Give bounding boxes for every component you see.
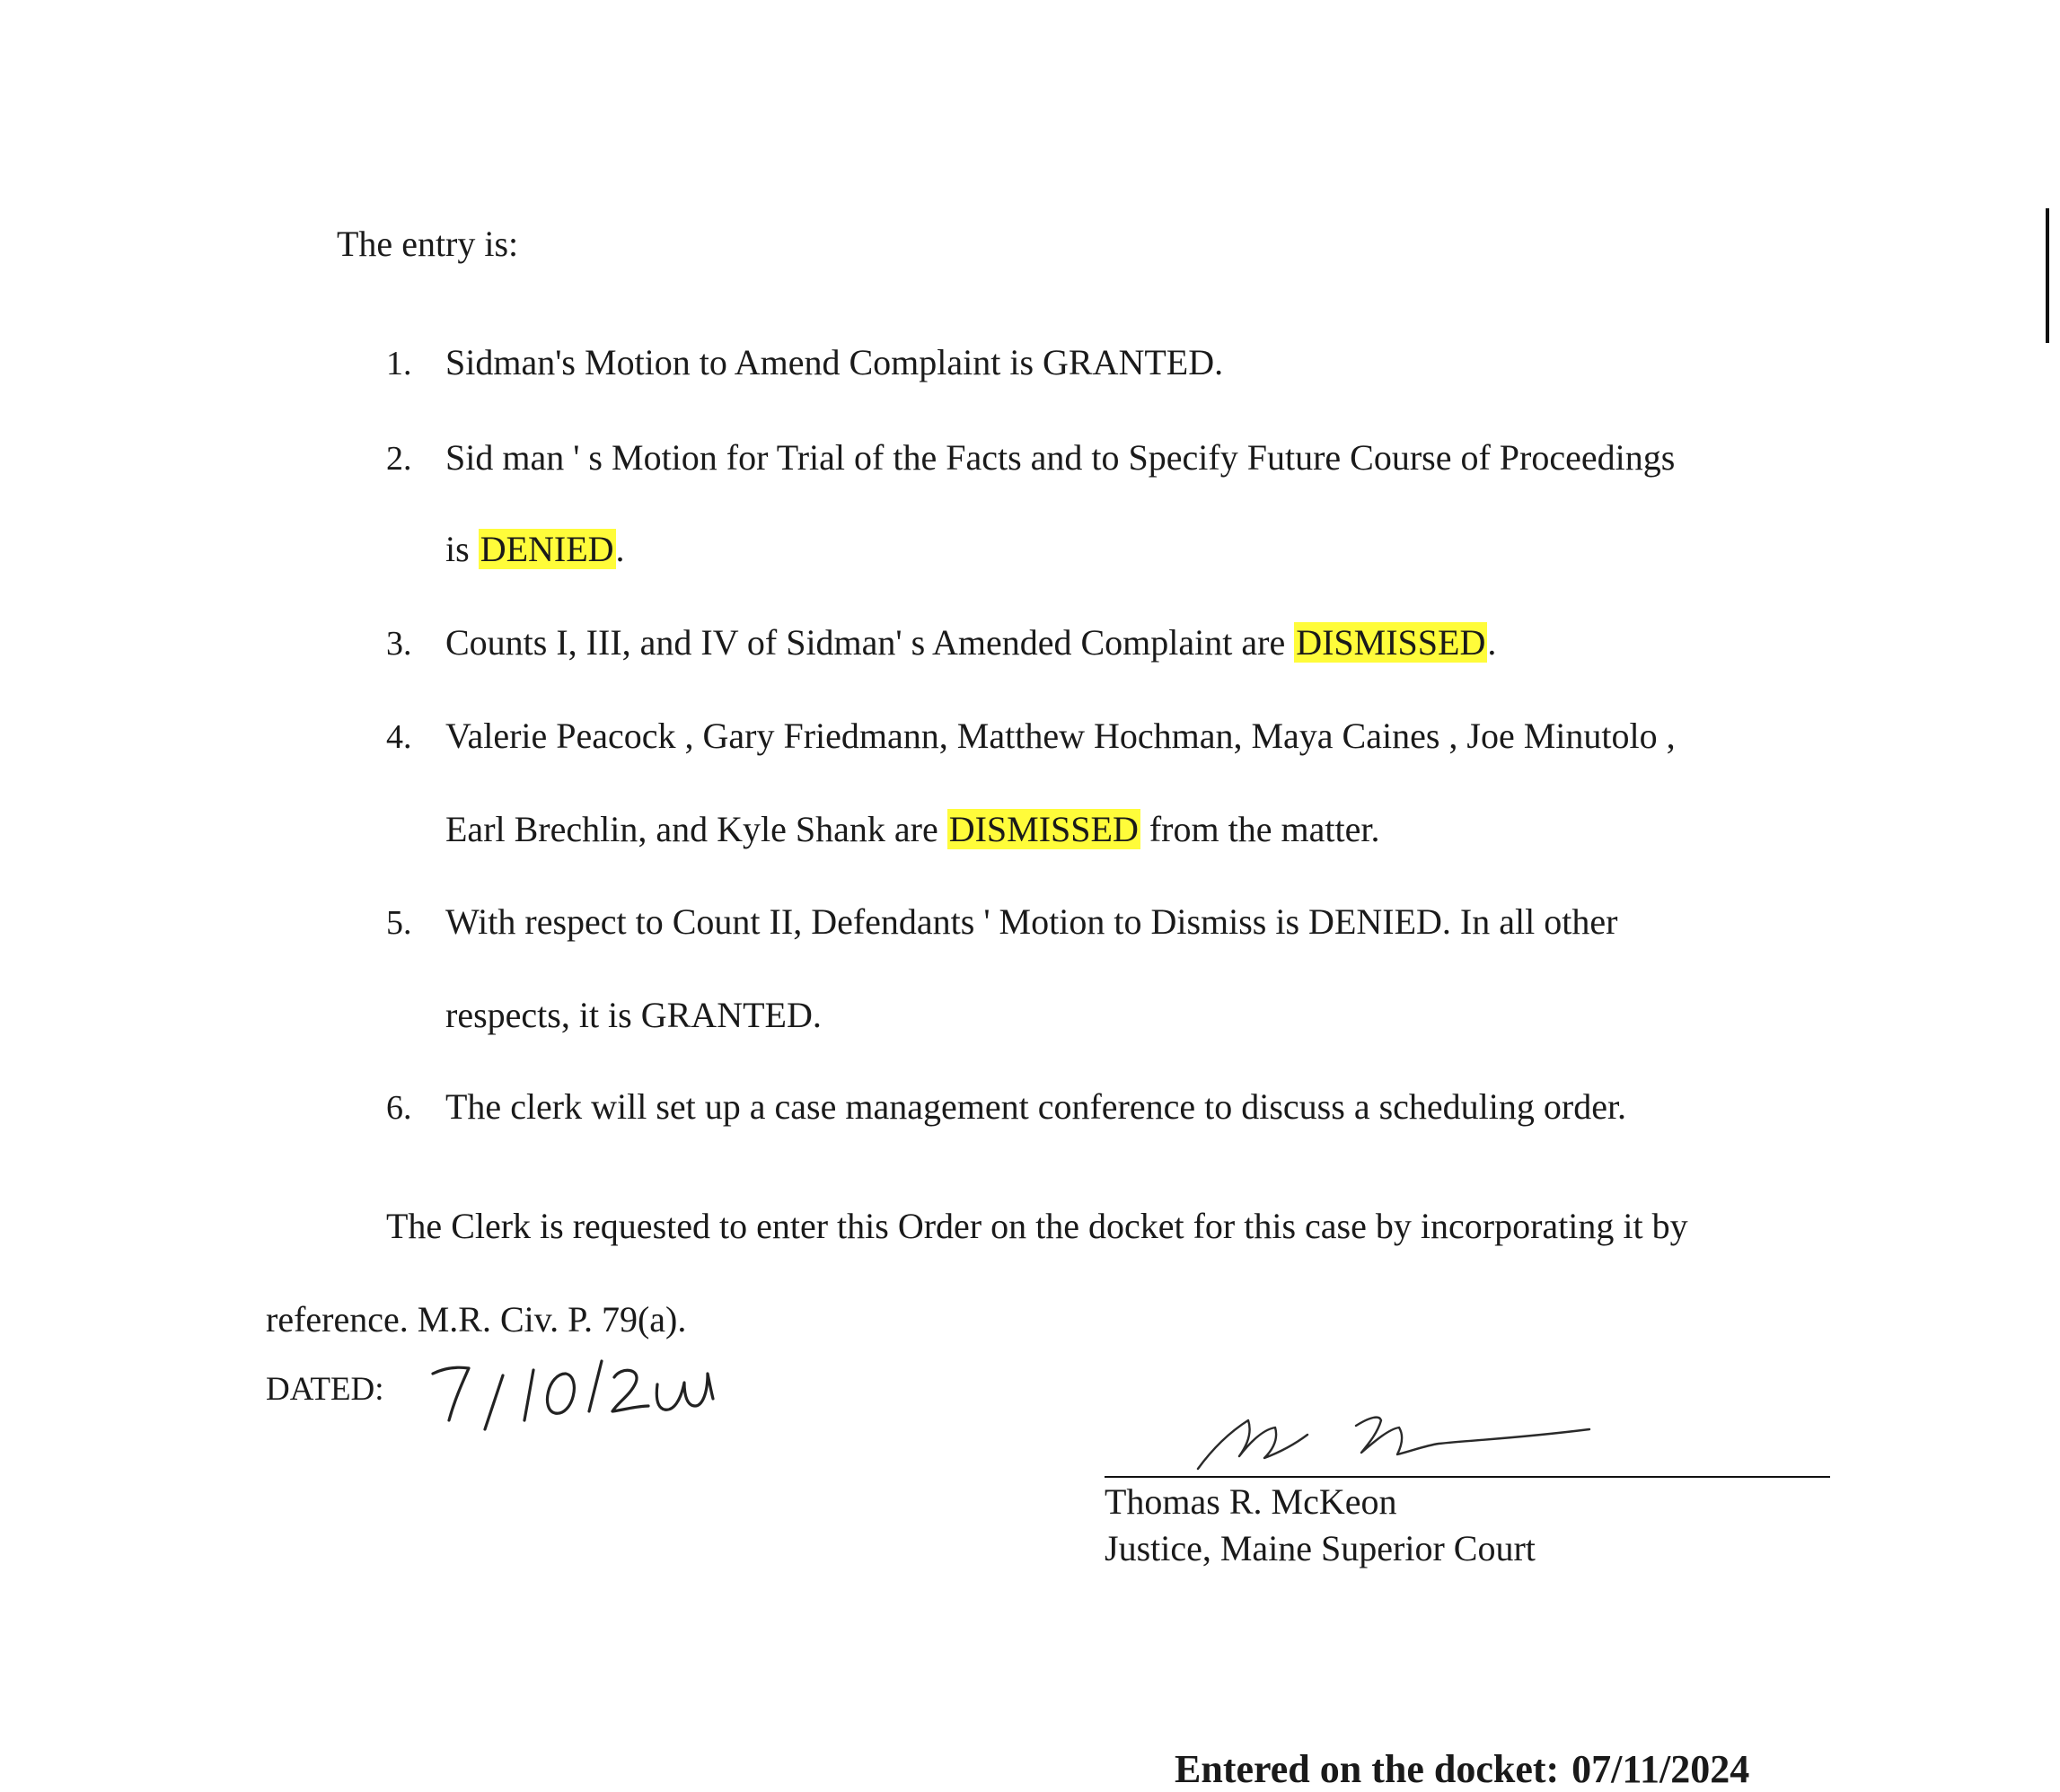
item-1-line-1 bbox=[445, 341, 1223, 384]
item-5-line-1-text: With respect to Count II, Defendants ' Motion to Dismiss is DENIED. In all other bbox=[445, 901, 1618, 942]
item-5-line-2 bbox=[445, 994, 822, 1037]
item-6-line-1-text: The clerk will set up a case management conference to discuss a scheduling order. bbox=[445, 1086, 1627, 1127]
dismissed-highlight-1: DISMISSED bbox=[1296, 622, 1486, 663]
docket-date: 07/11/2024 bbox=[1571, 1747, 1750, 1791]
item-2-line-1 bbox=[445, 436, 1675, 479]
item-2-line-2-after: . bbox=[615, 529, 625, 569]
item-3-line-1 bbox=[445, 621, 1496, 664]
item-number-1: 1. bbox=[386, 345, 412, 382]
handwritten-date bbox=[422, 1347, 745, 1436]
item-3-line-1-after: . bbox=[1487, 622, 1497, 663]
clerk-paragraph-line-1: The Clerk is requested to enter this Order on the docket for this case by incorporating it by bbox=[386, 1206, 1688, 1246]
judge-signature bbox=[1185, 1390, 1607, 1480]
item-4-line-1-text: Valerie Peacock , Gary Friedmann, Matthew Hochman, Maya Caines , Joe Minutolo , bbox=[445, 716, 1676, 756]
clerk-paragraph-line-2: reference. M.R. Civ. P. 79(a). bbox=[266, 1299, 687, 1340]
intro-text: The entry is: bbox=[337, 224, 519, 264]
item-number-5: 5. bbox=[386, 904, 412, 942]
item-4-line-2 bbox=[445, 808, 1379, 851]
item-4-line-2-after: from the matter. bbox=[1140, 809, 1380, 849]
dismissed-highlight-2: DISMISSED bbox=[948, 809, 1139, 849]
denied-highlight: DENIED bbox=[480, 529, 614, 569]
margin-bar bbox=[2046, 208, 2049, 343]
item-1-line-1-text: Sidman's Motion to Amend Complaint is GRANTED. bbox=[445, 342, 1224, 382]
item-2-line-1-text: Sid man ' s Motion for Trial of the Facts and to Specify Future Course of Proceedings bbox=[445, 437, 1676, 478]
docket-entry bbox=[1175, 1747, 1749, 1792]
item-6-line-1 bbox=[445, 1085, 1626, 1129]
item-4-line-2-before: Earl Brechlin, and Kyle Shank are bbox=[445, 809, 947, 849]
docket-label: Entered on the docket: bbox=[1175, 1747, 1560, 1791]
item-5-line-1 bbox=[445, 900, 1617, 944]
item-number-6: 6. bbox=[386, 1089, 412, 1127]
item-2-line-2-before: is bbox=[445, 529, 479, 569]
item-4-line-1 bbox=[445, 715, 1676, 758]
item-number-4: 4. bbox=[386, 718, 412, 756]
dated-label: DATED: bbox=[266, 1371, 384, 1408]
item-2-line-2 bbox=[445, 528, 625, 571]
signature-line bbox=[1105, 1476, 1830, 1478]
signer-title: Justice, Maine Superior Court bbox=[1105, 1528, 1536, 1568]
signer-name: Thomas R. McKeon bbox=[1105, 1481, 1397, 1522]
item-number-2: 2. bbox=[386, 440, 412, 478]
item-5-line-2-text: respects, it is GRANTED. bbox=[445, 995, 822, 1035]
item-number-3: 3. bbox=[386, 625, 412, 663]
item-3-line-1-before: Counts I, III, and IV of Sidman' s Amended Complaint are bbox=[445, 622, 1295, 663]
